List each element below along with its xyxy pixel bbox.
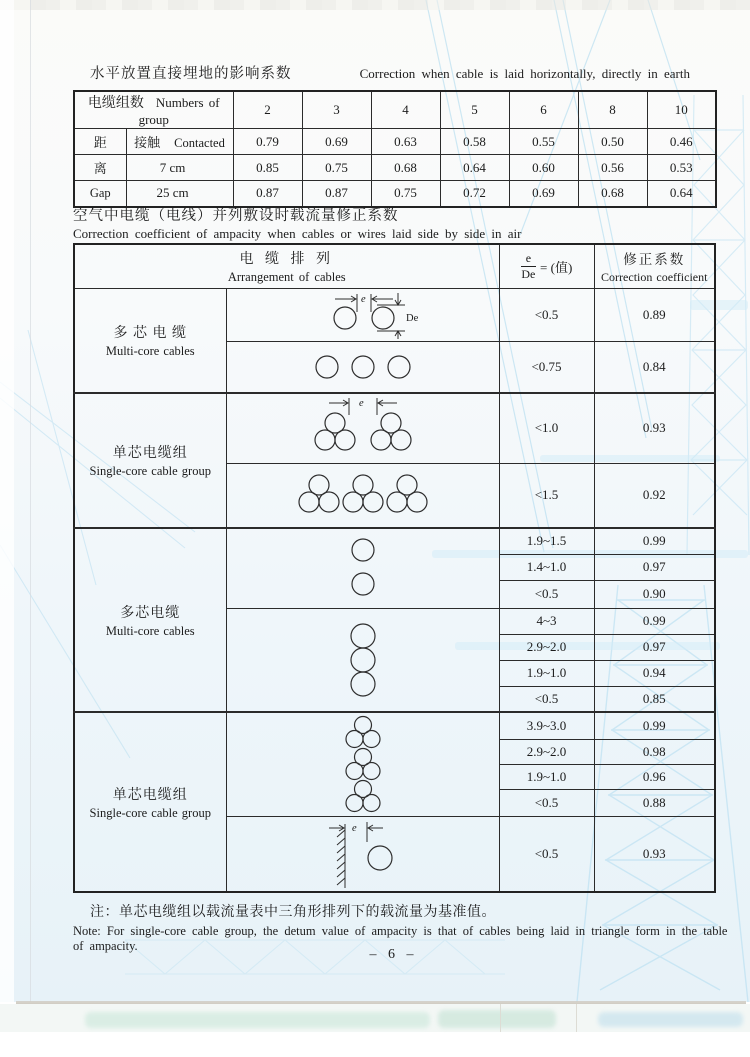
value-cell: 0.79: [233, 129, 302, 155]
ratio-cell: <1.5: [499, 463, 594, 528]
ratio-cell: 3.9~3.0: [499, 712, 594, 739]
earth-laying-correction-table: [73, 90, 717, 208]
note-zh: 注：单芯电缆组以载流量表中三角形排列下的载流量为基准值。: [90, 905, 496, 920]
group-label-singlecore-1: [74, 393, 226, 528]
value-cell: 0.53: [647, 155, 716, 181]
coefficient-cell: 0.93: [594, 816, 715, 892]
value-cell: 0.60: [509, 155, 578, 181]
value-cell: 0.72: [440, 181, 509, 207]
two-trefoil-groups-diagram: [227, 395, 500, 461]
coefficient-cell: 0.99: [594, 608, 715, 634]
value-cell: 0.58: [440, 129, 509, 155]
scan-noise-top: [0, 0, 750, 10]
bleed-blob: [438, 1010, 556, 1028]
row-label-zh: 7 cm: [159, 159, 186, 175]
gap-label-char: 距: [74, 129, 126, 155]
bleed-blob: [85, 1012, 430, 1028]
bleed-gap-line: [576, 1004, 577, 1032]
coefficient-header-en: Correction coefficient: [601, 269, 708, 284]
diagram-two-cables-vertical: [226, 528, 499, 608]
ratio-cell: 2.9~2.0: [499, 739, 594, 764]
table2-title-zh: 空气中电缆（电线）并列敷设时载流量修正系数: [73, 208, 399, 224]
note-en: Note: For single-core cable group, the detum value of ampacity is that of cables being laid in triangle form in the table of ampacity.: [73, 924, 728, 953]
diagram-two-trefoils-spacing: [226, 393, 499, 463]
group-label-en: Single-core cable group: [89, 464, 211, 478]
value-cell: 0.75: [302, 155, 371, 181]
e-spacing-label: e: [351, 822, 357, 834]
page-number: – 6 –: [369, 947, 418, 962]
air-laying-correction-table: [73, 243, 716, 893]
fraction-numerator: e: [521, 252, 536, 267]
group-label-en: Single-core cable group: [89, 805, 211, 820]
ratio-cell: <0.75: [499, 341, 594, 393]
numbers-of-group-label-zh: 电缆组数: [87, 96, 144, 111]
arrangement-header-en: Arrangement of cables: [227, 269, 346, 284]
coefficient-cell: 0.97: [594, 634, 715, 660]
group-label-multicore-2: [74, 528, 226, 712]
ratio-cell: 2.9~2.0: [499, 634, 594, 660]
coefficient-cell: 0.97: [594, 554, 715, 580]
group-label-zh: 单芯电缆组: [112, 787, 188, 803]
ratio-header: [499, 244, 594, 288]
coefficient-cell: 0.93: [594, 393, 715, 463]
value-cell: 0.87: [233, 181, 302, 207]
gap-label-char: Gap: [74, 181, 126, 207]
ratio-cell: 1.4~1.0: [499, 554, 594, 580]
group-label-zh: 多芯电缆: [120, 605, 181, 621]
value-cell: 0.87: [302, 181, 371, 207]
diagram-two-cables-spacing: [226, 288, 499, 341]
coefficient-cell: 0.92: [594, 463, 715, 528]
table1-title-zh: 水平放置直接埋地的影响系数: [90, 66, 292, 82]
three-cables-row-diagram: [227, 342, 500, 392]
value-cell: 0.46: [647, 129, 716, 155]
group-label-en: Multi-core cables: [105, 343, 195, 358]
numbers-of-group-label-en: Numbers of group: [138, 95, 220, 127]
diagram-wall-and-cable: [226, 816, 499, 892]
value-cell: 0.85: [233, 155, 302, 181]
two-cables-e-de-diagram: [227, 290, 500, 340]
value-cell: 0.75: [371, 181, 440, 207]
row-label-en: Contacted: [174, 136, 225, 150]
value-cell: 0.50: [578, 129, 647, 155]
de-diameter-label: De: [405, 312, 418, 324]
value-cell: 0.63: [371, 129, 440, 155]
coefficient-cell: 0.84: [594, 341, 715, 393]
arrangement-header: [74, 244, 499, 288]
fraction-denominator: De: [521, 266, 536, 281]
bleed-gap-line: [500, 1004, 501, 1032]
e-spacing-label: e: [358, 398, 364, 410]
ratio-cell: <0.5: [499, 580, 594, 608]
group-count-header: 4: [371, 91, 440, 129]
ratio-cell: <0.5: [499, 816, 594, 892]
row-label-zh: 接触: [134, 135, 161, 150]
group-label-zh: 多 芯 电 缆: [113, 325, 187, 341]
ratio-cell: 1.9~1.0: [499, 660, 594, 686]
value-cell: 0.64: [440, 155, 509, 181]
coefficient-cell: 0.99: [594, 712, 715, 739]
ratio-cell: 1.9~1.5: [499, 528, 594, 554]
diagram-three-trefoils-vertical: [226, 712, 499, 816]
next-page-bleed-band: [0, 1004, 750, 1032]
coefficient-cell: 0.99: [594, 528, 715, 554]
value-cell: 0.68: [371, 155, 440, 181]
group-label-multicore-1: [74, 288, 226, 393]
table1-title-row: [90, 62, 690, 83]
group-count-header: 5: [440, 91, 509, 129]
e-spacing-label: e: [360, 293, 366, 305]
two-cables-vertical-diagram: [227, 530, 500, 606]
value-cell: 0.56: [578, 155, 647, 181]
value-cell: 0.64: [647, 181, 716, 207]
coefficient-cell: 0.85: [594, 686, 715, 712]
ratio-cell: 4~3: [499, 608, 594, 634]
group-count-header: 2: [233, 91, 302, 129]
value-cell: 0.55: [509, 129, 578, 155]
diagram-three-cables-vertical: [226, 608, 499, 712]
group-count-header: 10: [647, 91, 716, 129]
coefficient-cell: 0.89: [594, 288, 715, 341]
three-cables-vertical-diagram: [227, 610, 500, 710]
row-label-zh: 25 cm: [156, 185, 189, 201]
e-over-de-fraction: [521, 252, 536, 281]
group-count-header: 6: [509, 91, 578, 129]
ratio-suffix: = (值): [540, 259, 573, 275]
ratio-cell: <1.0: [499, 393, 594, 463]
coefficient-cell: 0.96: [594, 764, 715, 789]
wall-cable-spacing-diagram: [227, 818, 500, 890]
ratio-cell: <0.5: [499, 288, 594, 341]
bleed-blob: [598, 1012, 743, 1027]
spacing-row-label: [126, 155, 233, 181]
diagram-three-cables-row: [226, 341, 499, 393]
coefficient-header-zh: 修正系数: [623, 251, 686, 267]
group-count-header: 8: [578, 91, 647, 129]
coefficient-cell: 0.88: [594, 789, 715, 816]
value-cell: 0.69: [509, 181, 578, 207]
three-trefoil-groups-diagram: [227, 465, 500, 525]
group-count-header: 3: [302, 91, 371, 129]
ratio-cell: 1.9~1.0: [499, 764, 594, 789]
arrangement-header-zh: 电 缆 排 列: [239, 251, 334, 267]
group-label-zh: 单芯电缆组: [112, 446, 188, 461]
group-label-singlecore-2: [74, 712, 226, 892]
coefficient-header: [594, 244, 715, 288]
three-trefoils-vertical-diagram: [227, 714, 500, 814]
value-cell: 0.69: [302, 129, 371, 155]
coefficient-cell: 0.90: [594, 580, 715, 608]
table2-title-en: Correction coefficient of ampacity when cables or wires laid side by side in air: [73, 226, 522, 241]
diagram-three-trefoils-row: [226, 463, 499, 528]
group-label-en: Multi-core cables: [105, 623, 195, 638]
ratio-cell: <0.5: [499, 686, 594, 712]
table1-header-cell: [74, 91, 233, 129]
spacing-row-label: [126, 129, 233, 155]
spacing-row-label: [126, 181, 233, 207]
coefficient-cell: 0.94: [594, 660, 715, 686]
page-left-margin: [0, 0, 14, 1002]
table1-title-en: Correction when cable is laid horizontally, directly in earth: [359, 66, 690, 81]
gap-label-char: 离: [74, 155, 126, 181]
coefficient-cell: 0.98: [594, 739, 715, 764]
value-cell: 0.68: [578, 181, 647, 207]
page-fold-line: [30, 0, 31, 1002]
ratio-cell: <0.5: [499, 789, 594, 816]
